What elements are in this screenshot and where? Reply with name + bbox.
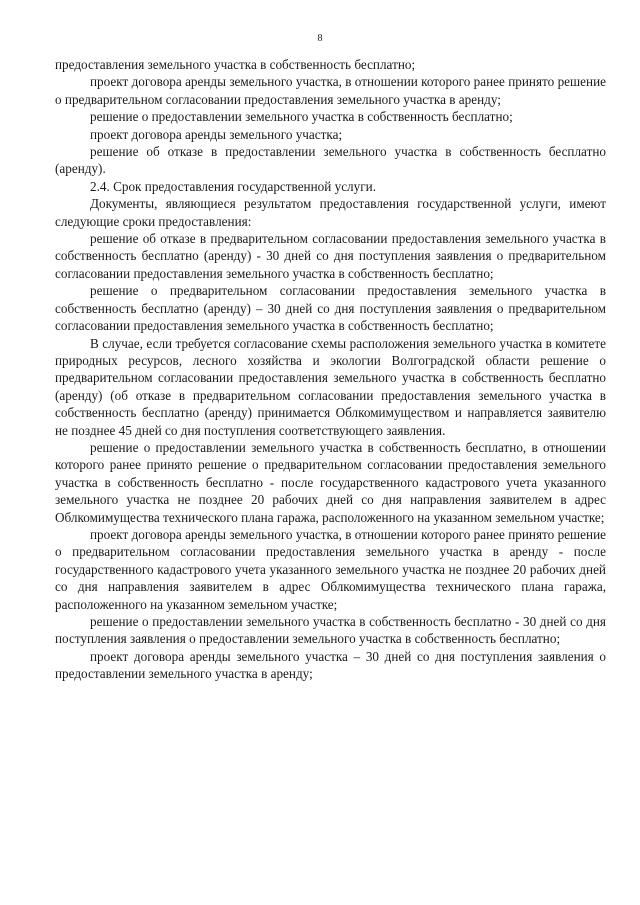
paragraph: решение о предоставлении земельного участка в собственность бесплатно - 30 дней со дня поступления заявления о предоставлении земельного участка в собственность бесплатно; bbox=[55, 614, 606, 647]
paragraph: проект договора аренды земельного участка, в отношении которого ранее принято решение о предварительном согласовании предоставления земельного участка в аренду - после государственного кадастрового учета указанного земельного участка не позднее 20 рабочих дней со дня направления заявителем в адрес Облкомимущества технического плана гаража, расположенного на указанном земельном участке; bbox=[55, 526, 606, 612]
paragraph: проект договора аренды земельного участка, в отношении которого ранее принято решение о предварительном согласовании предоставления земельного участка в аренду; bbox=[55, 74, 606, 107]
section-heading: 2.4. Срок предоставления государственной услуги. bbox=[90, 178, 376, 194]
paragraph: решение о предоставлении земельного участка в собственность бесплатно; bbox=[90, 109, 513, 125]
paragraph: проект договора аренды земельного участка; bbox=[90, 126, 343, 142]
paragraph: решение о предоставлении земельного участка в собственность бесплатно, в отношении которого ранее принято решение о предварительном согласовании предоставления земельного участка в собственность бесплатно - после государственного кадастрового учета указанного земельного участка не позднее 20 рабочих дней со дня направления заявителем в адрес Облкомимущества технического плана гаража, расположенного на указанном земельном участке; bbox=[55, 439, 606, 525]
paragraph: решение об отказе в предоставлении земельного участка в собственность бесплатно (аренду). bbox=[55, 144, 606, 177]
document-body bbox=[55, 56, 606, 683]
page-number: 8 bbox=[317, 33, 323, 44]
paragraph: проект договора аренды земельного участка – 30 дней со дня поступления заявления о предоставлении земельного участка в аренду; bbox=[55, 648, 606, 682]
paragraph: решение об отказе в предварительном согласовании предоставления земельного участка в собственность бесплатно (аренду) - 30 дней со дня поступления заявления о предварительном согласовании предоставления земельного участка в собственность бесплатно; bbox=[55, 231, 606, 281]
paragraph: В случае, если требуется согласование схемы расположения земельного участка в комитете природных ресурсов, лесного хозяйства и экологии Волгоградской области решение о предварительном согласовании предоставления земельного участка в собственность бесплатно (аренду) (об отказе в предварительном согласовании предоставления земельного участка в собственность бесплатно (аренду) принимается Облкомимуществом и направляется заявителю не позднее 45 дней со дня поступления соответствующего заявления. bbox=[55, 335, 606, 438]
paragraph: решение о предварительном согласовании предоставления земельного участка в собственность бесплатно (аренду) – 30 дней со дня поступления заявления о предварительном согласовании предоставления земельного участка в собственность бесплатно; bbox=[55, 283, 606, 334]
paragraph-continuation: предоставления земельного участка в собственность бесплатно; bbox=[55, 57, 416, 72]
paragraph: Документы, являющиеся результатом предоставления государственной услуги, имеют следующие сроки предоставления: bbox=[55, 196, 606, 229]
